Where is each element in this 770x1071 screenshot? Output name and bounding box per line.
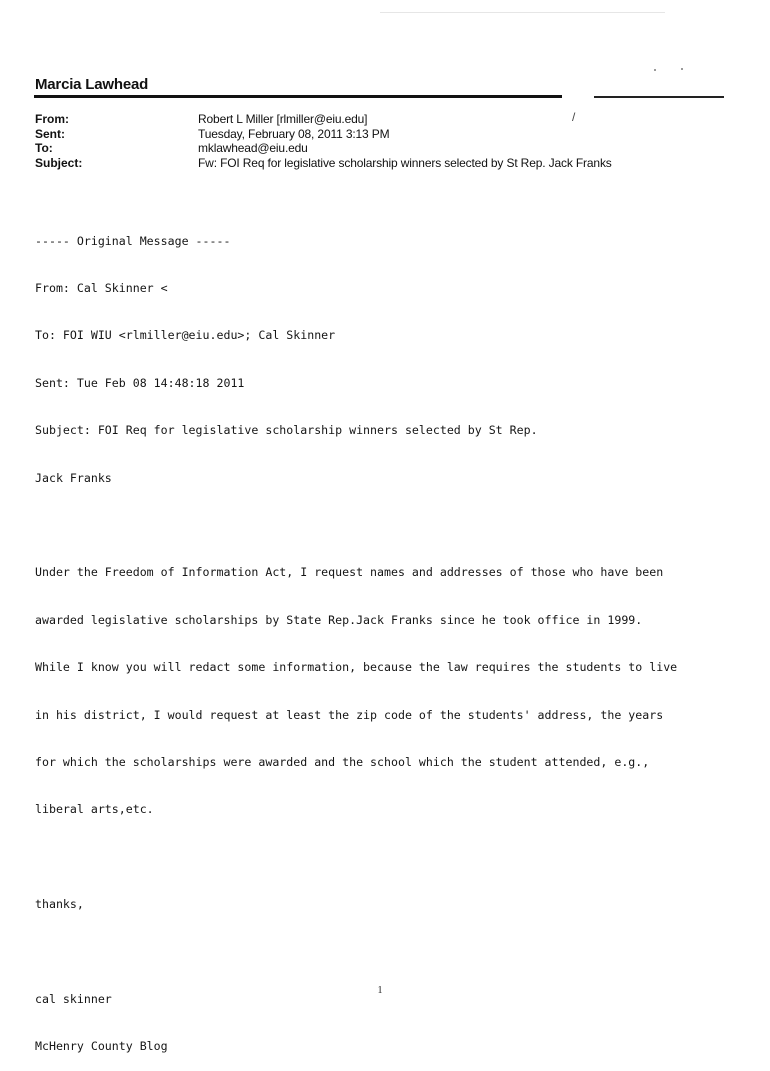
from-label: From: bbox=[35, 112, 69, 126]
message-closing: thanks, bbox=[35, 897, 84, 912]
scan-speck bbox=[654, 69, 656, 71]
header-rule bbox=[34, 95, 562, 98]
scan-speck bbox=[681, 68, 683, 70]
message-body-line: awarded legislative scholarships by State Rep.Jack Franks since he took office in 1999. bbox=[35, 612, 643, 627]
message-body-line: While I know you will redact some information, because the law requires the students to live bbox=[35, 660, 678, 675]
from-row bbox=[35, 112, 612, 127]
to-value: mklawhead@eiu.edu bbox=[198, 141, 308, 155]
blank-line bbox=[35, 518, 677, 534]
original-sent-line: Sent: Tue Feb 08 14:48:18 2011 bbox=[35, 375, 245, 390]
subject-row bbox=[35, 156, 612, 171]
header-rule-right bbox=[594, 96, 724, 98]
original-message-separator: ----- Original Message ----- bbox=[35, 233, 231, 248]
original-subject-line: Subject: FOI Req for legislative scholarship winners selected by St Rep. bbox=[35, 423, 538, 438]
subject-value: Fw: FOI Req for legislative scholarship winners selected by St Rep. Jack Franks bbox=[198, 155, 612, 170]
to-label: To: bbox=[35, 141, 53, 155]
mailbox-owner-name: Marcia Lawhead bbox=[35, 76, 149, 93]
original-to-line: To: FOI WIU <rlmiller@eiu.edu>; Cal Skinner bbox=[35, 328, 336, 343]
message-body-line: liberal arts,etc. bbox=[35, 802, 154, 817]
original-subject-line-continued: Jack Franks bbox=[35, 470, 112, 485]
blank-line bbox=[35, 944, 677, 960]
sent-row bbox=[35, 127, 612, 142]
subject-label: Subject: bbox=[35, 155, 83, 170]
signature-blog: McHenry County Blog bbox=[35, 1039, 168, 1054]
page-number: 1 bbox=[377, 985, 383, 996]
original-message bbox=[35, 202, 677, 1071]
signature-name: cal skinner bbox=[35, 991, 112, 1006]
scan-speck bbox=[380, 12, 665, 13]
from-value: Robert L Miller [rlmiller@eiu.edu] bbox=[198, 112, 368, 126]
to-row bbox=[35, 141, 612, 156]
blank-line bbox=[35, 850, 677, 866]
sent-value: Tuesday, February 08, 2011 3:13 PM bbox=[198, 126, 390, 141]
email-header-block bbox=[35, 112, 612, 170]
sent-label: Sent: bbox=[35, 126, 65, 141]
message-body-line: for which the scholarships were awarded and the school which the student attended, e.g., bbox=[35, 754, 650, 769]
message-body-line: Under the Freedom of Information Act, I request names and addresses of those who have been bbox=[35, 565, 664, 580]
scan-mark: / bbox=[572, 110, 576, 124]
original-from-line: From: Cal Skinner < bbox=[35, 280, 168, 295]
message-body-line: in his district, I would request at least the zip code of the students' address, the years bbox=[35, 707, 664, 722]
